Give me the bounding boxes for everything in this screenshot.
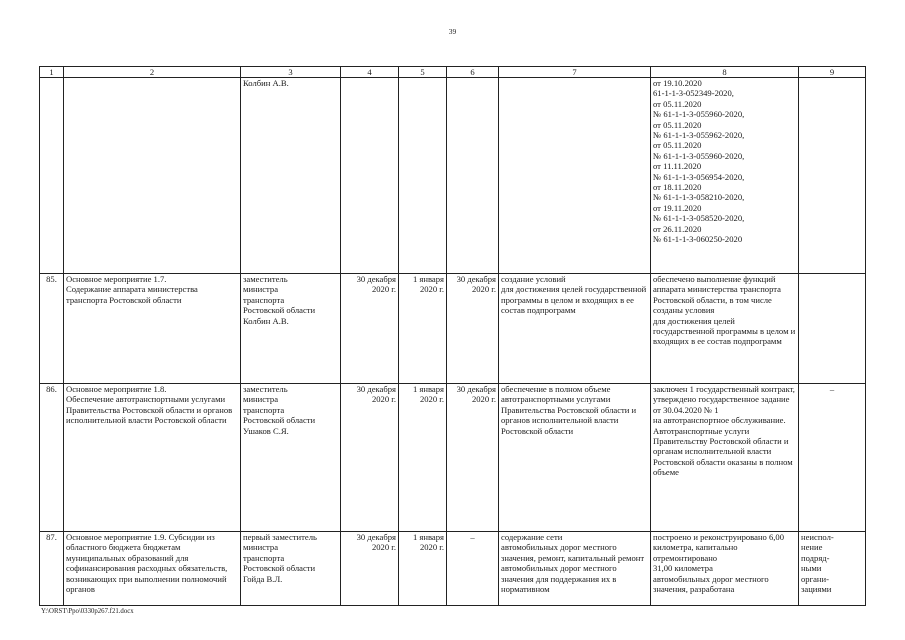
- failure-reason: –: [799, 384, 866, 532]
- row-number: 85.: [40, 274, 64, 384]
- planned-result: [499, 78, 651, 274]
- responsible-person: первый заместитель министра транспорта Ростовской области Гойда В.Л.: [241, 532, 341, 606]
- planned-result-text: содержание сети автомобильных дорог местного значения, ремонт, капитальный ремонт автомобильных дорог местного значения для поддержания их в нормативном: [501, 532, 645, 595]
- responsible-person: Колбин А.В.: [241, 78, 341, 274]
- planned-result: создание условий для достижения целей государственной программы в целом и входящих в ее состав подпрограмм: [499, 274, 651, 384]
- responsible-person: заместитель министра транспорта Ростовской области Колбин А.В.: [241, 274, 341, 384]
- col-header: 1: [40, 67, 64, 78]
- actual-end-date: 30 декабря 2020 г.: [447, 274, 499, 384]
- responsible-person: заместитель министра транспорта Ростовской области Ушаков С.Я.: [241, 384, 341, 532]
- row-number: 86.: [40, 384, 64, 532]
- page-number: 39: [448, 27, 457, 36]
- table-row: [40, 532, 866, 606]
- failure-reason: неиспол- нение подряд- ными органи- зациями: [799, 532, 866, 606]
- planned-end-date: 30 декабря 2020 г.: [341, 532, 399, 606]
- col-header: 7: [499, 67, 651, 78]
- event-name: [64, 78, 241, 274]
- row-number: [40, 78, 64, 274]
- event-name-text: Основное мероприятие 1.9. Субсидии из областного бюджета бюджетам муниципальных образований для софинансирования расходных обязательств, возникающих при выполнении полномочий органов: [66, 532, 228, 595]
- planned-end-date: 30 декабря 2020 г.: [341, 274, 399, 384]
- col-header: 8: [651, 67, 799, 78]
- actual-result-text: построено и реконструировано 6,00 километра, капитально отремонтировано 31,00 километра автомобильных дорог местного значения, разработана: [653, 532, 785, 595]
- table-row: [40, 384, 866, 532]
- col-header: 9: [799, 67, 866, 78]
- planned-end-date: 30 декабря 2020 г.: [341, 384, 399, 532]
- actual-start-date: 1 января 2020 г.: [399, 274, 447, 384]
- row-number: 87.: [40, 532, 64, 606]
- table-row: [40, 274, 866, 384]
- actual-result: от 19.10.2020 61-1-1-3-052349-2020, от 05.11.2020 № 61-1-1-3-055960-2020, от 05.11.2020 № 61-1-1-3-055962-2020, от 05.11.2020 № 61-1-1-3-055960-2020, от 11.11.2020 № 61-1-1-3-056954-2020, от 18.11.2020 № 61-1-1-3-058210-2020, от 19.11.2020 № 61-1-1-3-058520-2020, от 26.11.2020 № 61-1-1-3-060250-2020: [651, 78, 799, 274]
- actual-result: обеспечено выполнение функций аппарата министерства транспорта Ростовской области, в том числе созданы условия для достижения целей государственной программы в целом и входящих в ее состав подпрограмм: [651, 274, 799, 384]
- table-row: [40, 78, 866, 274]
- report-table: [39, 66, 866, 606]
- planned-result: обеспечение в полном объеме автотранспортными услугами Правительства Ростовской области и органов исполнительной власти Ростовской области: [499, 384, 651, 532]
- column-number-row: [40, 67, 866, 78]
- failure-reason: [799, 78, 866, 274]
- actual-end-date: 30 декабря 2020 г.: [447, 384, 499, 532]
- col-header: 5: [399, 67, 447, 78]
- event-name: [64, 532, 241, 606]
- planned-end-date: [341, 78, 399, 274]
- actual-start-date: 1 января 2020 г.: [399, 384, 447, 532]
- col-header: 6: [447, 67, 499, 78]
- planned-result: [499, 532, 651, 606]
- file-path-footer: Y:\ORST\Ppo\0330p267.f21.docx: [41, 608, 134, 615]
- actual-result: заключен 1 государственный контракт, утверждено государственное задание от 30.04.2020 № 1 на автотранспортное обслуживание. Автотранспортные услуги Правительству Ростовской области и органам исполнительной власти Ростовской области оказаны в полном объеме: [651, 384, 799, 532]
- event-name: Основное мероприятие 1.7. Содержание аппарата министерства транспорта Ростовской области: [64, 274, 241, 384]
- actual-start-date: 1 января 2020 г.: [399, 532, 447, 606]
- col-header: 3: [241, 67, 341, 78]
- actual-end-date: –: [447, 532, 499, 606]
- col-header: 2: [64, 67, 241, 78]
- actual-end-date: [447, 78, 499, 274]
- failure-reason: [799, 274, 866, 384]
- actual-result: [651, 532, 799, 606]
- col-header: 4: [341, 67, 399, 78]
- actual-start-date: [399, 78, 447, 274]
- event-name: Основное мероприятие 1.8. Обеспечение автотранспортными услугами Правительства Ростовской области и органов исполнительной власти Ростовской области: [64, 384, 241, 532]
